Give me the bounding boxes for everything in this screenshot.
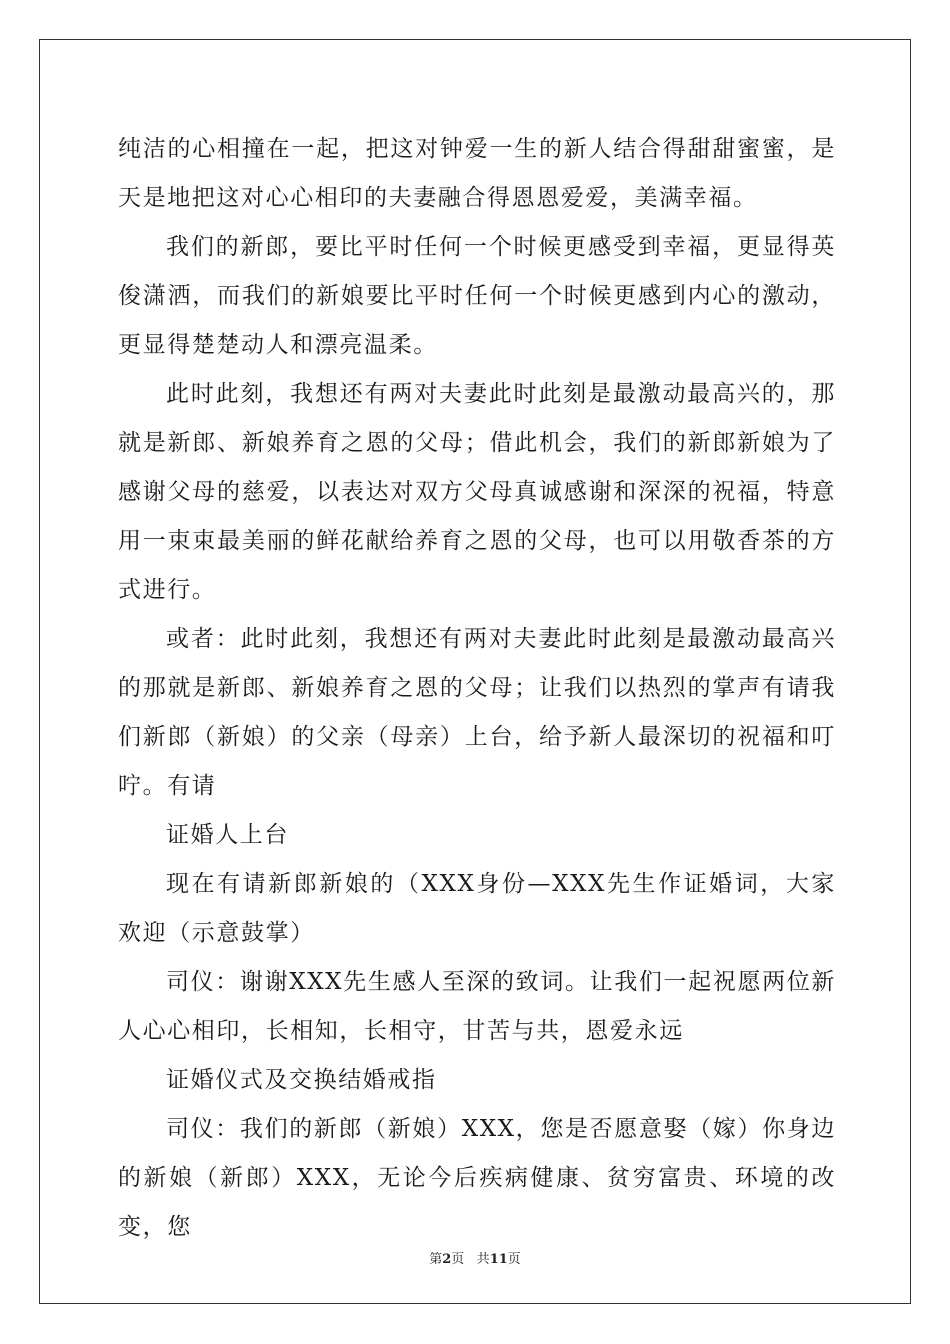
paragraph-continuation: 纯洁的心相撞在一起，把这对钟爱一生的新人结合得甜甜蜜蜜，是天是地把这对心心相印的夫妻融合得恩恩爱爱，美满幸福。 (118, 136, 836, 211)
footer-page-suffix: 页 (451, 1252, 465, 1267)
paragraph-vows: 司仪：我们的新郎（新娘）XXX，您是否愿意娶（嫁）你身边的新娘（新郎）XXX，无论今后疾病健康、贫穷富贵、环境的改变，您 (118, 1116, 836, 1240)
footer-total-suffix: 页 (507, 1252, 521, 1267)
document-body (118, 125, 836, 1252)
footer-total-prefix: 共 (476, 1252, 490, 1267)
section-heading-rings: 证婚仪式及交换结婚戒指 (166, 1067, 437, 1093)
paragraph-groom-bride: 我们的新郎，要比平时任何一个时候更感受到幸福，更显得英俊潇洒，而我们的新娘要比平时任何一个时候更感到内心的激动，更显得楚楚动人和漂亮温柔。 (118, 234, 836, 358)
page-footer (0, 1248, 950, 1267)
section-heading-witness: 证婚人上台 (166, 822, 289, 848)
paragraph-witness-invite: 现在有请新郎新娘的（XXX身份—XXX先生作证婚词，大家欢迎（示意鼓掌） (118, 871, 836, 946)
footer-page-number: 2 (442, 1252, 452, 1267)
footer-total-pages: 11 (489, 1252, 508, 1267)
paragraph-parents-alternative: 或者：此时此刻，我想还有两对夫妻此时此刻是最激动最高兴的那就是新郎、新娘养育之恩的父母；让我们以热烈的掌声有请我们新郎（新娘）的父亲（母亲）上台，给予新人最深切的祝福和叮咛。有请 (118, 626, 836, 799)
paragraph-host-thanks: 司仪：谢谢XXX先生感人至深的致词。让我们一起祝愿两位新人心心相印，长相知，长相守，甘苦与共，恩爱永远 (118, 969, 836, 1044)
paragraph-parents-thanks: 此时此刻，我想还有两对夫妻此时此刻是最激动最高兴的，那就是新郎、新娘养育之恩的父母；借此机会，我们的新郎新娘为了感谢父母的慈爱，以表达对双方父母真诚感谢和深深的祝福，特意用一束束最美丽的鲜花献给养育之恩的父母，也可以用敬香茶的方式进行。 (118, 381, 836, 603)
footer-page-prefix: 第 (429, 1252, 443, 1267)
